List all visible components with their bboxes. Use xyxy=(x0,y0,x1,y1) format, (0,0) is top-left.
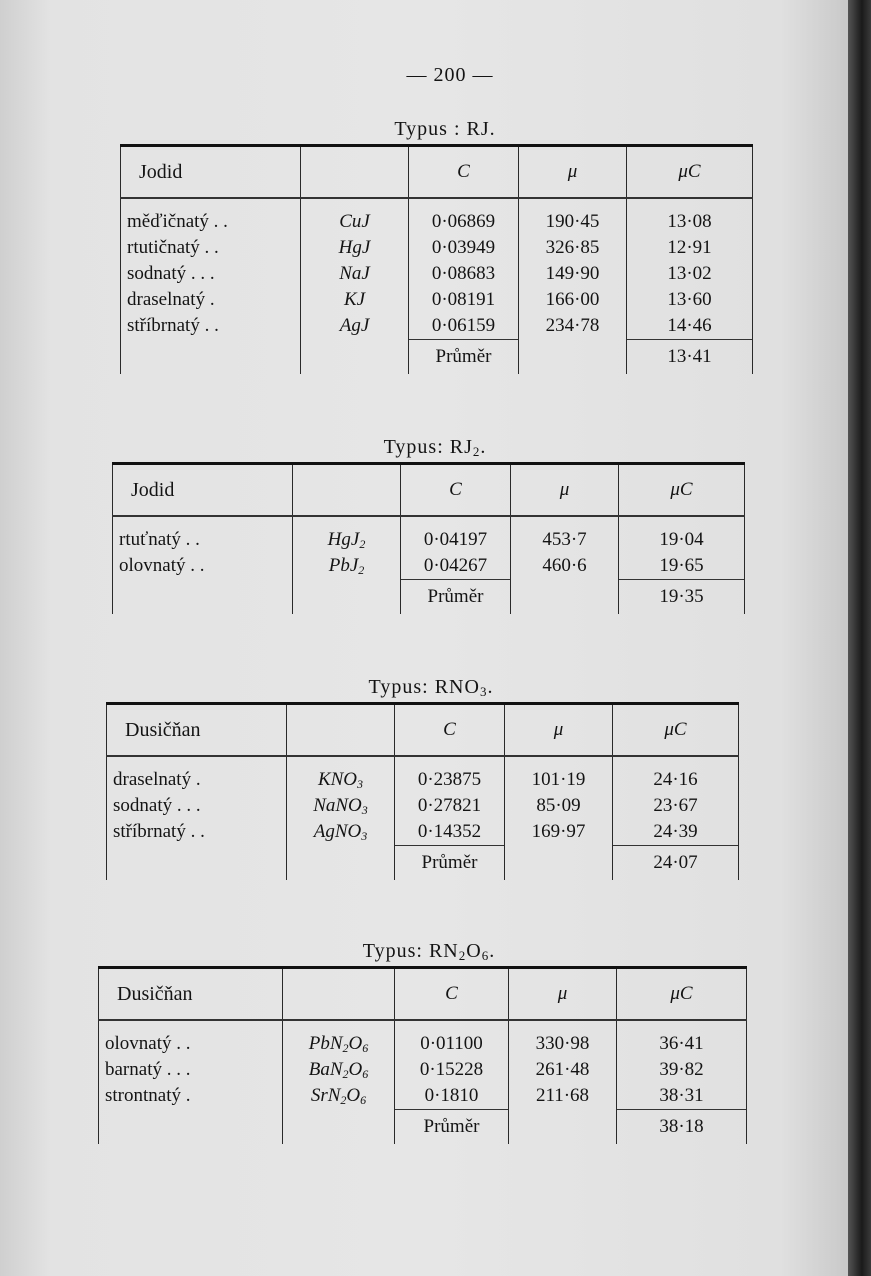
name-column xyxy=(99,1020,283,1110)
table-3-title-text: Typus: RNO xyxy=(368,676,480,698)
mu-c-value: 24·16 xyxy=(653,769,698,790)
chemical-formula xyxy=(283,1083,394,1109)
table-2-data-row xyxy=(113,516,745,580)
header-mu: μ xyxy=(509,968,617,1021)
header-mu: μ xyxy=(519,146,627,199)
table-1-average-row xyxy=(121,340,753,375)
average-value: 13·41 xyxy=(627,340,753,375)
mu-column xyxy=(505,756,613,846)
table-4-title xyxy=(304,940,554,963)
mu-value: 330·98 xyxy=(535,1033,590,1054)
formula-base: PbJ xyxy=(328,555,359,576)
chemical-formula: KJ xyxy=(343,289,366,310)
table-2-header-row xyxy=(113,464,745,517)
mu-c-value: 23·67 xyxy=(653,795,698,816)
blank-cell xyxy=(505,846,613,881)
name-column xyxy=(107,756,287,846)
compound-name: rtuťnatý . . xyxy=(119,529,200,550)
header-mu-c: μC xyxy=(619,464,745,517)
mu-c-value: 14·46 xyxy=(667,315,712,336)
formula-subscript-2: 6 xyxy=(362,1041,369,1055)
average-label: Průměr xyxy=(409,340,519,375)
mu-column xyxy=(509,1020,617,1110)
c-value: 0·04267 xyxy=(423,555,488,576)
formula-base: BaN xyxy=(308,1059,343,1080)
table-4-title-oxygen: O xyxy=(466,940,482,962)
formula-base: SrN xyxy=(310,1085,341,1106)
mu-value: 190·45 xyxy=(545,211,600,232)
average-value: 24·07 xyxy=(613,846,739,881)
blank-cell xyxy=(113,580,293,615)
header-mu-c: μC xyxy=(627,146,753,199)
table-4-data-row xyxy=(99,1020,747,1110)
c-value: 0·23875 xyxy=(417,769,482,790)
table-1-header-row xyxy=(121,146,753,199)
blank-cell xyxy=(287,846,395,881)
c-value: 0·1810 xyxy=(424,1085,479,1106)
blank-cell xyxy=(301,340,409,375)
c-value: 0·08683 xyxy=(431,263,496,284)
table-4-average-row xyxy=(99,1110,747,1145)
name-column xyxy=(121,198,301,340)
table-1-data-row xyxy=(121,198,753,340)
mu-c-value: 38·31 xyxy=(659,1085,704,1106)
header-jodid: Jodid xyxy=(121,146,301,199)
mu-c-value: 39·82 xyxy=(659,1059,704,1080)
c-value: 0·01100 xyxy=(420,1033,483,1054)
formula-subscript-2: 6 xyxy=(362,1067,369,1081)
chemical-formula xyxy=(287,793,394,819)
c-column xyxy=(395,1020,509,1110)
formula-column xyxy=(301,198,409,340)
chemical-formula xyxy=(283,1057,394,1083)
header-formula xyxy=(301,146,409,199)
c-value: 0·14352 xyxy=(417,821,482,842)
mu-c-value: 13·02 xyxy=(667,263,712,284)
compound-name: rtutičnatý . . xyxy=(127,237,219,258)
c-value: 0·27821 xyxy=(417,795,482,816)
mu-value: 460·6 xyxy=(542,555,587,576)
book-spine xyxy=(848,0,871,1276)
mu-c-value: 13·08 xyxy=(667,211,712,232)
chemical-formula xyxy=(287,819,394,845)
table-2-rj2 xyxy=(112,462,745,614)
header-mu-c: μC xyxy=(613,704,739,757)
formula-oxygen: O xyxy=(348,1059,363,1080)
formula-subscript: 3 xyxy=(357,777,364,791)
average-value: 38·18 xyxy=(617,1110,747,1145)
formula-column xyxy=(293,516,401,580)
chemical-formula xyxy=(287,767,394,793)
formula-base: AgNO xyxy=(313,821,362,842)
c-value: 0·06869 xyxy=(431,211,496,232)
header-mu: μ xyxy=(505,704,613,757)
mu-value: 85·09 xyxy=(536,795,581,816)
mu-c-value: 19·65 xyxy=(659,555,704,576)
compound-name: sodnatý . . . xyxy=(127,263,215,284)
formula-subscript: 2 xyxy=(342,1041,349,1055)
c-value: 0·15228 xyxy=(419,1059,484,1080)
c-column xyxy=(401,516,511,580)
mu-c-value: 19·04 xyxy=(659,529,704,550)
table-2-title-period: . xyxy=(480,436,487,458)
header-c: C xyxy=(401,464,511,517)
c-value: 0·08191 xyxy=(431,289,496,310)
table-3-title-subscript: 3 xyxy=(479,684,488,699)
formula-column xyxy=(283,1020,395,1110)
chemical-formula: CuJ xyxy=(339,211,370,232)
table-4-title-subscript: 2 xyxy=(458,948,467,963)
table-3-header-row xyxy=(107,704,739,757)
compound-name: stříbrnatý . . xyxy=(113,821,205,842)
c-column xyxy=(409,198,519,340)
header-mu: μ xyxy=(511,464,619,517)
formula-subscript: 3 xyxy=(361,803,368,817)
average-value: 19·35 xyxy=(619,580,745,615)
c-value: 0·03949 xyxy=(431,237,496,258)
formula-base: NaNO xyxy=(313,795,362,816)
mu-value: 261·48 xyxy=(535,1059,590,1080)
table-3-average-row xyxy=(107,846,739,881)
compound-name: olovnatý . . xyxy=(105,1033,191,1054)
compound-name: draselnatý . xyxy=(127,289,215,310)
blank-cell xyxy=(99,1110,283,1145)
mu-value: 166·00 xyxy=(545,289,600,310)
header-c: C xyxy=(395,968,509,1021)
mu-c-value: 13·60 xyxy=(667,289,712,310)
mu-c-value: 36·41 xyxy=(659,1033,704,1054)
formula-oxygen: O xyxy=(346,1085,361,1106)
compound-name: draselnatý . xyxy=(113,769,201,790)
chemical-formula xyxy=(283,1031,394,1057)
compound-name: stříbrnatý . . xyxy=(127,315,219,336)
formula-base: KNO xyxy=(317,769,358,790)
c-value: 0·04197 xyxy=(423,529,488,550)
blank-cell xyxy=(107,846,287,881)
blank-cell xyxy=(519,340,627,375)
mu-value: 234·78 xyxy=(545,315,600,336)
name-column xyxy=(113,516,293,580)
header-formula xyxy=(283,968,395,1021)
mu-c-value: 12·91 xyxy=(667,237,712,258)
formula-base: PbN xyxy=(308,1033,343,1054)
mu-c-column xyxy=(613,756,739,846)
compound-name: sodnatý . . . xyxy=(113,795,201,816)
header-jodid: Jodid xyxy=(113,464,293,517)
c-column xyxy=(395,756,505,846)
mu-c-column xyxy=(617,1020,747,1110)
formula-subscript: 2 xyxy=(342,1067,349,1081)
c-value: 0·06159 xyxy=(431,315,496,336)
formula-oxygen: O xyxy=(348,1033,363,1054)
compound-name: měďičnatý . . xyxy=(127,211,228,232)
header-dusicnan: Dusičňan xyxy=(107,704,287,757)
chemical-formula xyxy=(293,553,400,579)
mu-c-value: 24·39 xyxy=(653,821,698,842)
mu-value: 453·7 xyxy=(542,529,587,550)
page-number: — 200 — xyxy=(406,64,494,86)
compound-name: olovnatý . . xyxy=(119,555,205,576)
mu-value: 169·97 xyxy=(531,821,586,842)
header-formula xyxy=(293,464,401,517)
formula-subscript: 2 xyxy=(340,1093,347,1107)
table-2-average-row xyxy=(113,580,745,615)
formula-subscript-2: 6 xyxy=(360,1093,367,1107)
chemical-formula: NaJ xyxy=(339,263,370,284)
header-formula xyxy=(287,704,395,757)
table-2-title-subscript: 2 xyxy=(472,444,481,459)
mu-value: 101·19 xyxy=(531,769,586,790)
mu-value: 326·85 xyxy=(545,237,600,258)
formula-column xyxy=(287,756,395,846)
header-c: C xyxy=(409,146,519,199)
header-c: C xyxy=(395,704,505,757)
table-4-header-row xyxy=(99,968,747,1021)
mu-c-column xyxy=(627,198,753,340)
header-mu-c: μC xyxy=(617,968,747,1021)
blank-cell xyxy=(293,580,401,615)
table-3-title xyxy=(316,676,546,699)
table-2-title xyxy=(320,436,550,459)
blank-cell xyxy=(511,580,619,615)
mu-value: 211·68 xyxy=(535,1085,590,1106)
table-4-title-text: Typus: RN xyxy=(362,940,459,962)
blank-cell xyxy=(121,340,301,375)
table-4-title-period: . xyxy=(489,940,496,962)
chemical-formula: HgJ xyxy=(338,237,371,258)
mu-column xyxy=(511,516,619,580)
average-label: Průměr xyxy=(395,846,505,881)
table-1-title xyxy=(330,118,560,141)
formula-subscript: 2 xyxy=(358,563,365,577)
mu-c-column xyxy=(619,516,745,580)
blank-cell xyxy=(283,1110,395,1145)
table-3-data-row xyxy=(107,756,739,846)
compound-name: barnatý . . . xyxy=(105,1059,191,1080)
formula-subscript: 3 xyxy=(361,829,368,843)
chemical-formula xyxy=(293,527,400,553)
table-3-title-period: . xyxy=(487,676,494,698)
table-3-rno3 xyxy=(106,702,739,880)
blank-cell xyxy=(509,1110,617,1145)
table-2-title-text: Typus: RJ xyxy=(383,436,473,458)
table-4-title-subscript-2: 6 xyxy=(481,948,490,963)
formula-subscript: 2 xyxy=(359,537,366,551)
table-1-rj xyxy=(120,144,753,374)
mu-column xyxy=(519,198,627,340)
table-1-title-text: Typus : RJ. xyxy=(394,118,496,140)
header-dusicnan: Dusičňan xyxy=(99,968,283,1021)
chemical-formula: AgJ xyxy=(339,315,370,336)
formula-base: HgJ xyxy=(327,529,360,550)
mu-value: 149·90 xyxy=(545,263,600,284)
average-label: Průměr xyxy=(395,1110,509,1145)
compound-name: strontnatý . xyxy=(105,1085,191,1106)
average-label: Průměr xyxy=(401,580,511,615)
table-4-rn2o6 xyxy=(98,966,747,1144)
